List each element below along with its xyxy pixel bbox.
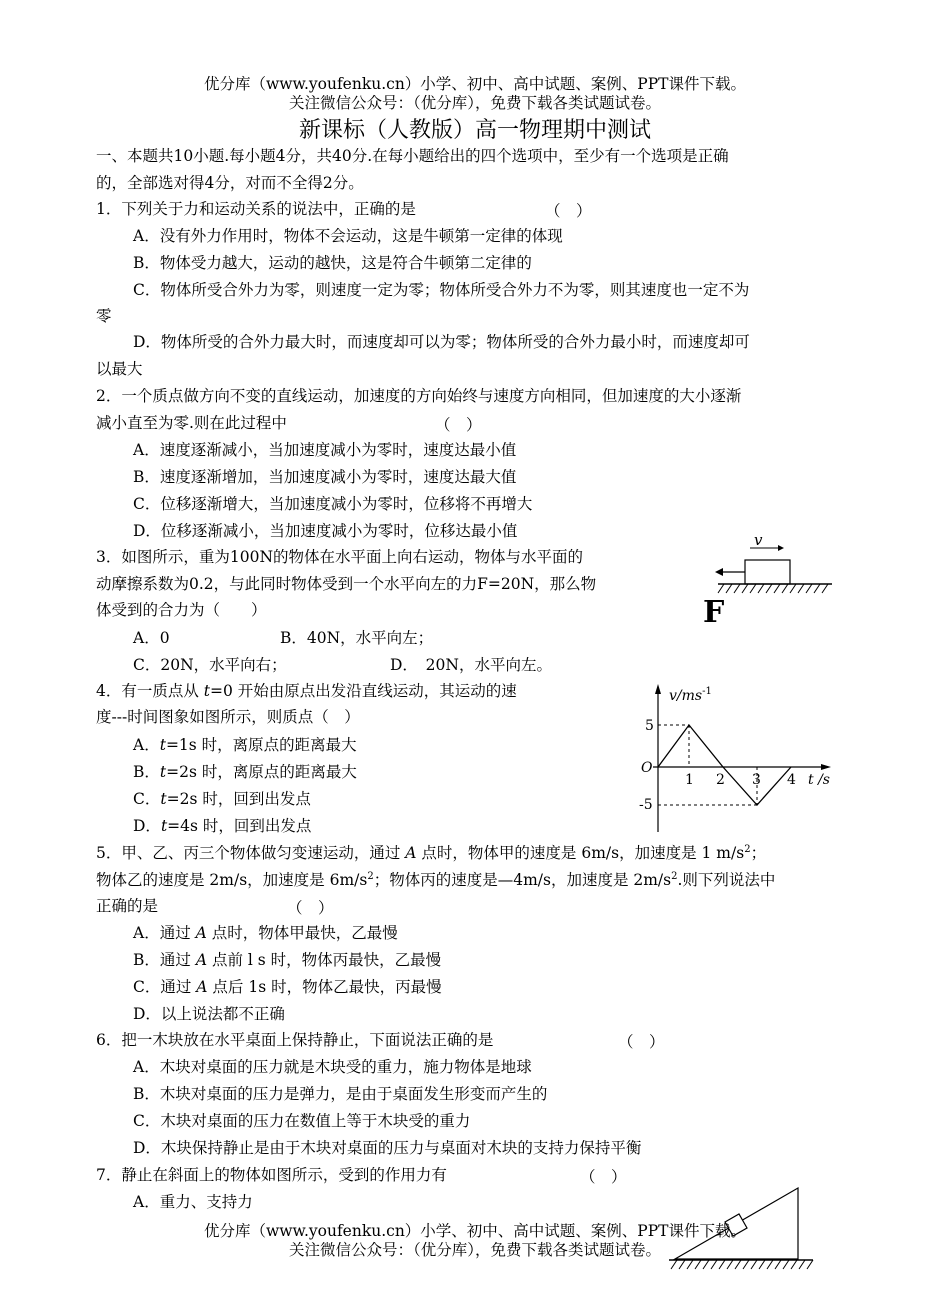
q3-force-arrowhead [715, 568, 723, 576]
q4-vt-graph [635, 680, 845, 835]
footer-line-1: 优分库（www.youfenku.cn）小学、初中、高中试题、案例、PPT课件下载。 [203, 1222, 747, 1240]
q5-option-a: A．通过 A 点时，物体甲最快，乙最慢 [133, 924, 398, 942]
q4-stem-line-2: 度---时间图象如图所示，则质点（ ） [96, 708, 360, 726]
vt-y-tick-5: 5 [645, 718, 654, 734]
q1-answer-paren: （ ） [545, 202, 592, 220]
q6-option-d: D．木块保持静止是由于木块对桌面的压力与桌面对木块的支持力保持平衡 [133, 1139, 642, 1157]
q6-option-c: C．木块对桌面的压力在数值上等于木块受的重力 [133, 1112, 471, 1130]
q7-option-a: A．重力、支持力 [133, 1193, 253, 1211]
q3-stem-line-3: 体受到的合力为（ ） [96, 601, 267, 619]
q6-answer-paren: （ ） [618, 1033, 665, 1051]
q7-stem: 7．静止在斜面上的物体如图所示，受到的作用力有 [96, 1166, 447, 1184]
q5-answer-paren: （ ） [287, 899, 334, 917]
q6-option-a: A．木块对桌面的压力就是木块受的重力，施力物体是地球 [133, 1058, 532, 1076]
footer-line-2: 关注微信公众号：（优分库），免费下载各类试题试卷。 [288, 1241, 661, 1259]
vt-origin: O [641, 760, 653, 776]
q5-option-d: D．以上说法都不正确 [133, 1005, 285, 1023]
q1-option-d-line-2: 以最大 [96, 360, 143, 378]
q4-option-d: D．t=4s 时，回到出发点 [133, 817, 312, 835]
incline-ground-hatch [671, 1260, 813, 1269]
q3-figure-v-label: v [754, 531, 763, 549]
vt-x-tick-4: 4 [787, 772, 796, 788]
q5-option-c: C．通过 A 点后 1s 时，物体乙最快，丙最慢 [133, 978, 442, 996]
vt-x-arrowhead [821, 764, 831, 770]
q2-option-d: D．位移逐渐减小，当加速度减小为零时，位移达最小值 [133, 522, 518, 540]
q2-option-c: C．位移逐渐增大，当加速度减小为零时，位移将不再增大 [133, 495, 533, 513]
q5-stem-line-3: 正确的是 [96, 897, 159, 915]
header-line-1: 优分库（www.youfenku.cn）小学、初中、高中试题、案例、PPT课件下载。 [203, 75, 747, 93]
q5-stem-line-2: 物体乙的速度是 2m/s，加速度是 $6m/s^2$；物体丙的速度是—4m/s，加速度是 $2m/s^2$.则下列说法中 [96, 871, 776, 889]
q1-option-a: A．没有外力作用时，物体不会运动，这是牛顿第一定律的体现 [133, 227, 563, 245]
vt-line [658, 725, 791, 805]
q2-option-a: A．速度逐渐减小，当加速度减小为零时，速度达最小值 [133, 441, 517, 459]
q3-option-c: C．20N，水平向右； [133, 656, 287, 674]
q4-stem-line-1: 4．有一质点从 t=0 开始由原点出发沿直线运动，其运动的速 [96, 682, 517, 700]
q5-option-b: B．通过 A 点前 l s 时，物体丙最快，乙最慢 [133, 951, 442, 969]
q3-ground-hatch [718, 584, 828, 593]
q7-answer-paren: （ ） [580, 1168, 627, 1186]
q3-velocity-arrowhead [778, 545, 784, 551]
q2-option-b: B．速度逐渐增加，当加速度减小为零时，速度达最大值 [133, 468, 517, 486]
q6-option-b: B．木块对桌面的压力是弹力，是由于桌面发生形变而产生的 [133, 1085, 548, 1103]
q2-stem-line-2: 减小直至为零.则在此过程中 [96, 414, 287, 432]
q4-option-c: C．t=2s 时，回到出发点 [133, 790, 311, 808]
q3-stem-line-1: 3．如图所示，重为100N的物体在水平面上向右运动，物体与水平面的 [96, 548, 584, 566]
q4-option-a: A．t=1s 时，离原点的距离最大 [133, 736, 357, 754]
q3-block-figure [700, 530, 840, 630]
section-instructions-line-1: 一、本题共10小题.每小题4分，共40分.在每小题给出的四个选项中，至少有一个选项是正确 [96, 147, 729, 165]
section-instructions-line-2: 的，全部选对得4分，对而不全得2分。 [96, 174, 364, 192]
q3-block [745, 560, 790, 584]
q3-option-a: A．0 [133, 629, 170, 647]
q2-answer-paren: （ ） [435, 416, 482, 434]
vt-x-label: t /s [808, 772, 830, 788]
vt-y-label: $v/ms^{-1}$ [669, 686, 712, 704]
q5-stem-line-1: 5．甲、乙、丙三个物体做匀变速运动，通过 A 点时，物体甲的速度是 6m/s，加速度是 1 $m/s^2$； [96, 844, 767, 862]
q6-stem: 6．把一木块放在水平桌面上保持静止，下面说法正确的是 [96, 1031, 494, 1049]
q2-stem-line-1: 2．一个质点做方向不变的直线运动，加速度的方向始终与速度方向相同，但加速度的大小逐渐 [96, 387, 742, 405]
vt-x-tick-3: 3 [752, 772, 761, 788]
q1-option-c-line-2: 零 [96, 307, 112, 325]
header-line-2: 关注微信公众号：（优分库），免费下载各类试题试卷。 [288, 94, 661, 112]
page-title: 新课标（人教版）高一物理期中测试 [298, 118, 651, 143]
q3-figure-f-label: F [703, 595, 725, 630]
vt-x-tick-1: 1 [685, 772, 694, 788]
q4-option-b: B．t=2s 时，离原点的距离最大 [133, 763, 357, 781]
q1-option-d-line-1: D．物体所受的合外力最大时，而速度却可以为零；物体所受的合外力最小时，而速度却可 [133, 333, 750, 351]
q1-option-c-line-1: C．物体所受合外力为零，则速度一定为零；物体所受合外力不为零，则其速度也一定不为 [133, 281, 750, 299]
vt-x-tick-2: 2 [716, 772, 725, 788]
q3-option-b: B．40N，水平向左； [280, 629, 434, 647]
vt-y-tick-neg5: -5 [639, 797, 653, 813]
q1-stem: 1．下列关于力和运动关系的说法中，正确的是 [96, 200, 416, 218]
vt-y-arrowhead [655, 684, 661, 694]
q3-stem-line-2: 动摩擦系数为0.2，与此同时物体受到一个水平向左的力F=20N，那么物 [96, 575, 597, 593]
q1-option-b: B．物体受力越大，运动的越快，这是符合牛顿第二定律的 [133, 254, 532, 272]
q3-option-d: D． 20N，水平向左。 [390, 656, 552, 674]
